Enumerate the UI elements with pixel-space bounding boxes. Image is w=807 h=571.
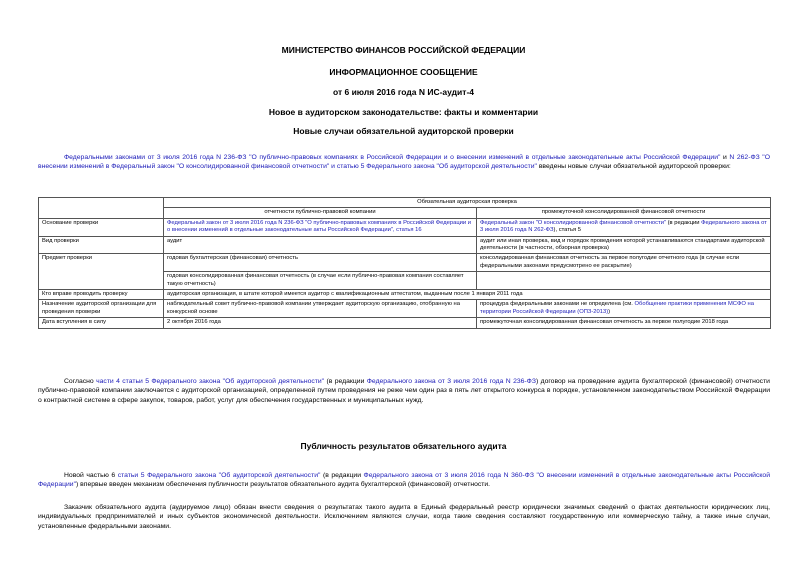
ifrs-practice-link[interactable]: Обобщение практики применения МСФО на территории Российской Федерации (ОПЗ-2013) [480,301,754,315]
table-corner-cell [39,198,164,219]
intro-paragraph [38,153,770,172]
subject-col2a: консолидированная финансовая отчетность за первое полугодие отчетного года (в случае если федеральными законами предусмотрено ее раскрытие) [477,254,771,272]
row-label: Назначение аудиторской организации для проведения проверки [39,300,164,318]
law-262-link[interactable]: N 262-ФЗ "О внесении изменений в Федеральный закон "О консолидированной финансовой отчетности" и статью 5 Федерального закона "Об аудиторской деятельности" [38,154,770,171]
para2-text0: Согласно [64,378,97,385]
table-row [39,254,771,272]
section2-title: Публичность результатов обязательного аудита [300,441,507,451]
row-label: Основание проверки [39,218,164,236]
col2-header: промежуточной консолидированной финансовой отчетности [477,208,771,218]
appoint-col2 [477,300,771,318]
audit-requirements-table [38,197,771,329]
consolidated-law-link[interactable]: Федеральный закон "О консолидированной финансовой отчетности" [480,219,667,226]
table-group-header: Обязательная аудиторская проверка [164,198,771,208]
row-label: Кто вправе проводить проверку [39,290,164,300]
law-236-link[interactable]: Федеральными законами от 3 июля 2016 года N 236-ФЗ "О публично-правовых компаниях в Российской Федерации и о внесении изменений в отдельные законодательные акты Российской Федерации" [64,154,721,161]
law-236-edition-link[interactable]: Федерального закона от 3 июля 2016 года N 236-ФЗ [366,378,536,385]
col1-header: отчетности публично-правовой компании [164,208,477,218]
row-label: Вид проверки [39,236,164,254]
type-col2: аудит или иная проверка, вид и порядок проведения которой устанавливаются стандартами аудиторской деятельности (в частности, обзорная проверка) [477,236,771,254]
article5-part4-link[interactable]: части 4 статьи 5 Федерального закона "Об аудиторской деятельности" [96,378,325,385]
para2-text2: ) договор на проведение аудита бухгалтерской (финансовой) отчетности публично-правовой компании заключается с аудиторской организацией, определенной путем проведения не реже чем один раз в пять лет открытого конкурса в порядке, установленном законодательством Российской Федерации о контрактной системе в сфере закупок, товаров, работ, услуг для обеспечения государственных и муниципальных нужд. [38,378,770,404]
appoint-col1: наблюдательный совет публично-правовой компании утверждает аудиторскую организацию, отобранную на конкурсной основе [164,300,477,318]
who-value: аудиторская организация, в штате которой имеется аудитор с квалификационным аттестатом, выданным после 1 января 2011 года [164,290,771,300]
date-col2: промежуточная консолидированная финансовая отчетность за первое полугодие 2018 года [477,318,771,328]
table-row [39,236,771,254]
para3-text0: Новой частью 6 [64,472,118,479]
publicity-paragraph [38,471,770,490]
table-row [39,290,771,300]
ministry-heading: МИНИСТЕРСТВО ФИНАНСОВ РОССИЙСКОЙ ФЕДЕРАЦИИ [281,45,526,55]
intro-text: и [720,154,730,161]
row-label: Дата вступления в силу [39,318,164,328]
article5-link[interactable]: статьи 5 Федерального закона "Об аудиторской деятельности" [117,472,321,479]
contract-paragraph [38,377,770,405]
registry-paragraph: Заказчик обязательного аудита (аудируемое лицо) обязан внести сведения о результатах такого аудита в Единый федеральный реестр юридически значимых сведений о фактах деятельности юридических лиц, индивидуальных предпринимателей и иных субъектов экономической деятельности. Исключением являются случаи, когда такие сведения составляют государственную или коммерческую тайну, а также иные случаи, установленные федеральными законами. [38,504,770,530]
table-row [39,300,771,318]
para2-text1: (в редакции [324,378,367,385]
basis-col2-text-end: ), статья 5 [553,227,581,234]
table-row [39,318,771,328]
law-360-link[interactable]: Федерального закона от 3 июля 2016 года N 360-ФЗ "О внесении изменений в отдельные законодательные акты Российской Федерации" [38,472,770,489]
subject-col1b: годовая консолидированная финансовая отчетность (в случае если публично-правовая компания составляет такую отчетность) [164,272,477,290]
row-label: Предмет проверки [39,254,164,290]
law-262-table-link[interactable]: Федерального закона от 3 июля 2016 года N 262-ФЗ [480,219,767,234]
appoint-col2-text-end: ) [608,308,611,315]
subject-col2b-empty [477,272,771,290]
appoint-col2-text: процедура федеральными законами не определена (см. [480,301,635,308]
basis-col2-cell [477,218,771,236]
doc-date-number: от 6 июля 2016 года N ИС-аудит-4 [332,87,474,97]
para3-text1: (в редакции [320,472,364,479]
type-col1: аудит [164,236,477,254]
subject-col1a: годовая бухгалтерская (финансовая) отчетность [164,254,477,272]
doc-subtitle: Новое в аудиторском законодательстве: факты и комментарии [268,107,539,117]
table-row [39,218,771,236]
basis-col2-text: (в редакции [666,219,702,226]
intro-text-end: введены новые случаи обязательной аудиторской проверки: [536,163,731,171]
date-col1: 2 октября 2016 года [164,318,477,328]
doc-type-heading: ИНФОРМАЦИОННОЕ СООБЩЕНИЕ [329,67,478,77]
basis-col1-link[interactable]: Федеральный закон от 3 июля 2016 года N 236-ФЗ "О публично-правовых компаниях в Российской Федерации и о внесении изменений в отдельные законодательные акты Российской Федерации", статья 16 [164,218,477,236]
section-title: Новые случаи обязательной аудиторской проверки [293,126,514,136]
para3-text2: ) впервые введен механизм обеспечения публичности результатов обязательного аудита бухгалтерской (финансовой) отчетности. [76,481,491,489]
